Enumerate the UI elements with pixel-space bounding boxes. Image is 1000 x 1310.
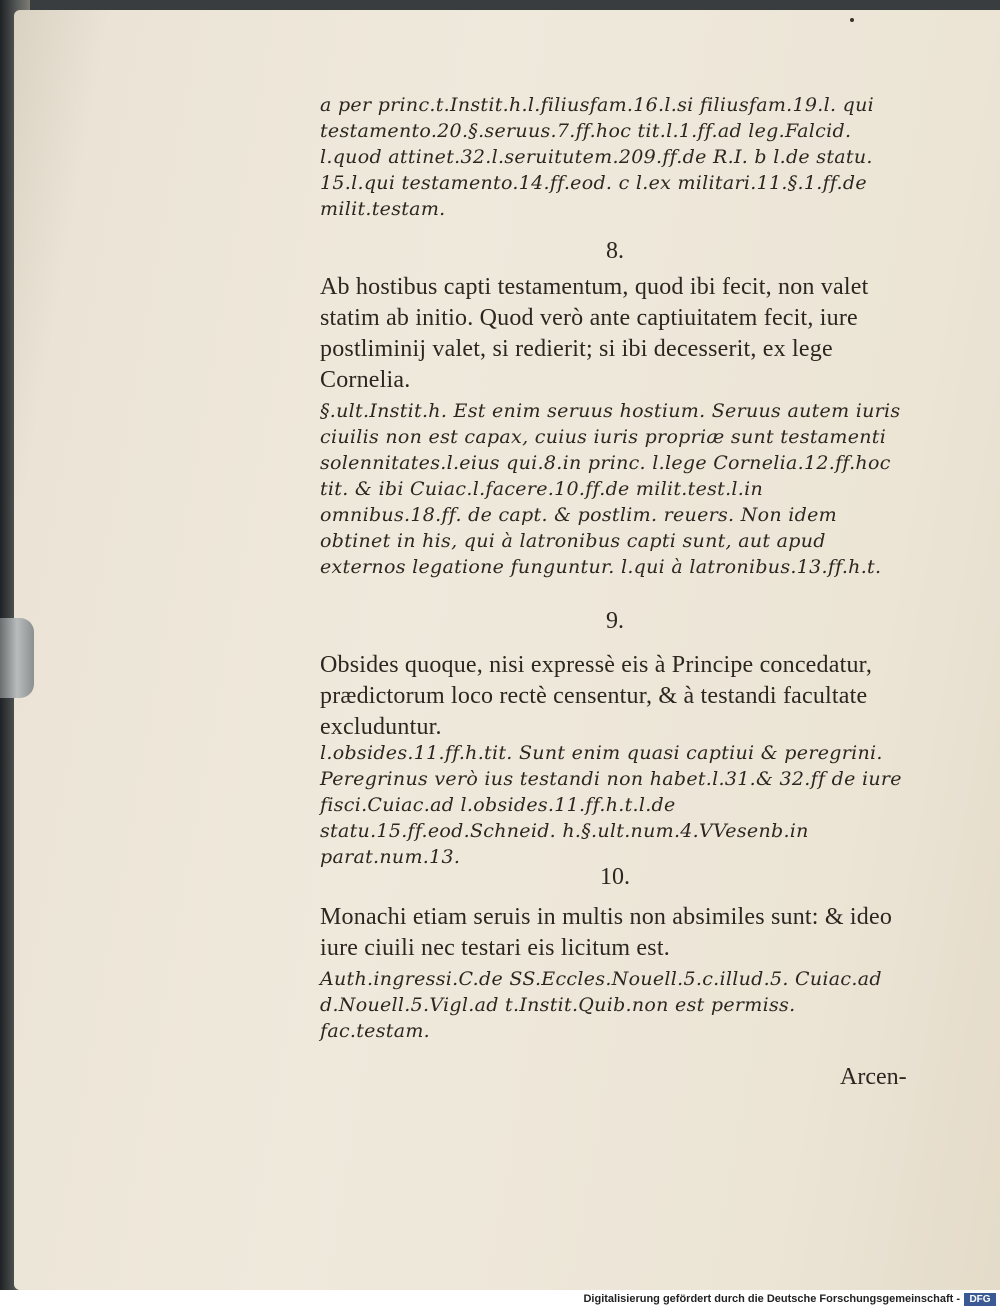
- section-9-text: Obsides quoque, nisi expressè eis à Principe concedatur, prædictorum loco rectè censentur, & à testandi facultate excluduntur.: [320, 652, 873, 740]
- section-number-9: 9.: [606, 608, 624, 634]
- section-8-text: Ab hostibus capti testamentum, quod ibi fecit, non valet statim ab initio. Quod verò ante captiuitatem fecit, iure postliminij valet, si redierit; si ibi decesserit, ex lege Cornelia.: [320, 274, 869, 393]
- section-8-note: §.ult.Instit.h. Est enim seruus hostium. Seruus autem iuris ciuilis non est capax, cuius iuris propriæ sunt testamenti solennitates.l.eius qui.8.in princ. l.lege Cornelia.12.ff.hoc tit. & ibi Cuiac.l.facere.10.ff.de milit.test.l.in omnibus.18.ff. de capt. & postlim. reuers. Non idem obtinet in his, qui à latronibus capti sunt, aut apud externos legatione funguntur. l.qui à latronibus.13.ff.h.t.: [320, 400, 901, 578]
- footer-credit: Digitalisierung gefördert durch die Deutsche Forschungsgemeinschaft -: [583, 1293, 960, 1305]
- dfg-logo[interactable]: DFG: [964, 1293, 996, 1306]
- catchword: Arcen-: [840, 1064, 907, 1090]
- section-number-8: 8.: [606, 238, 624, 264]
- section-number-10: 10.: [600, 864, 630, 890]
- digitization-footer: [0, 1290, 1000, 1310]
- section-10-note: Auth.ingressi.C.de SS.Eccles.Nouell.5.c.illud.5. Cuiac.ad d.Nouell.5.Vigl.ad t.Instit.Quib.non est permiss. fac.testam.: [320, 968, 882, 1042]
- ink-speck: [850, 18, 854, 22]
- page-clip: [0, 618, 34, 698]
- section-9-note: l.obsides.11.ff.h.tit. Sunt enim quasi captiui & peregrini. Peregrinus verò ius testandi non habet.l.31.& 32.ff de iure fisci.Cuiac.ad l.obsides.11.ff.h.t.l.de statu.15.ff.eod.Schneid. h.§.ult.num.4.VVesenb.in parat.num.13.: [320, 742, 902, 868]
- marginal-note-a: a per princ.t.Instit.h.l.filiusfam.16.l.si filiusfam.19.l. qui testamento.20.§.seruus.7.ff.hoc tit.l.1.ff.ad leg.Falcid. l.quod attinet.32.l.seruitutem.209.ff.de R.I. b l.de statu. 15.l.qui testamento.14.ff.eod. c l.ex militari.11.§.1.ff.de milit.testam.: [320, 94, 875, 220]
- section-10-text: Monachi etiam seruis in multis non absimiles sunt: & ideo iure ciuili nec testari eis licitum est.: [320, 904, 893, 961]
